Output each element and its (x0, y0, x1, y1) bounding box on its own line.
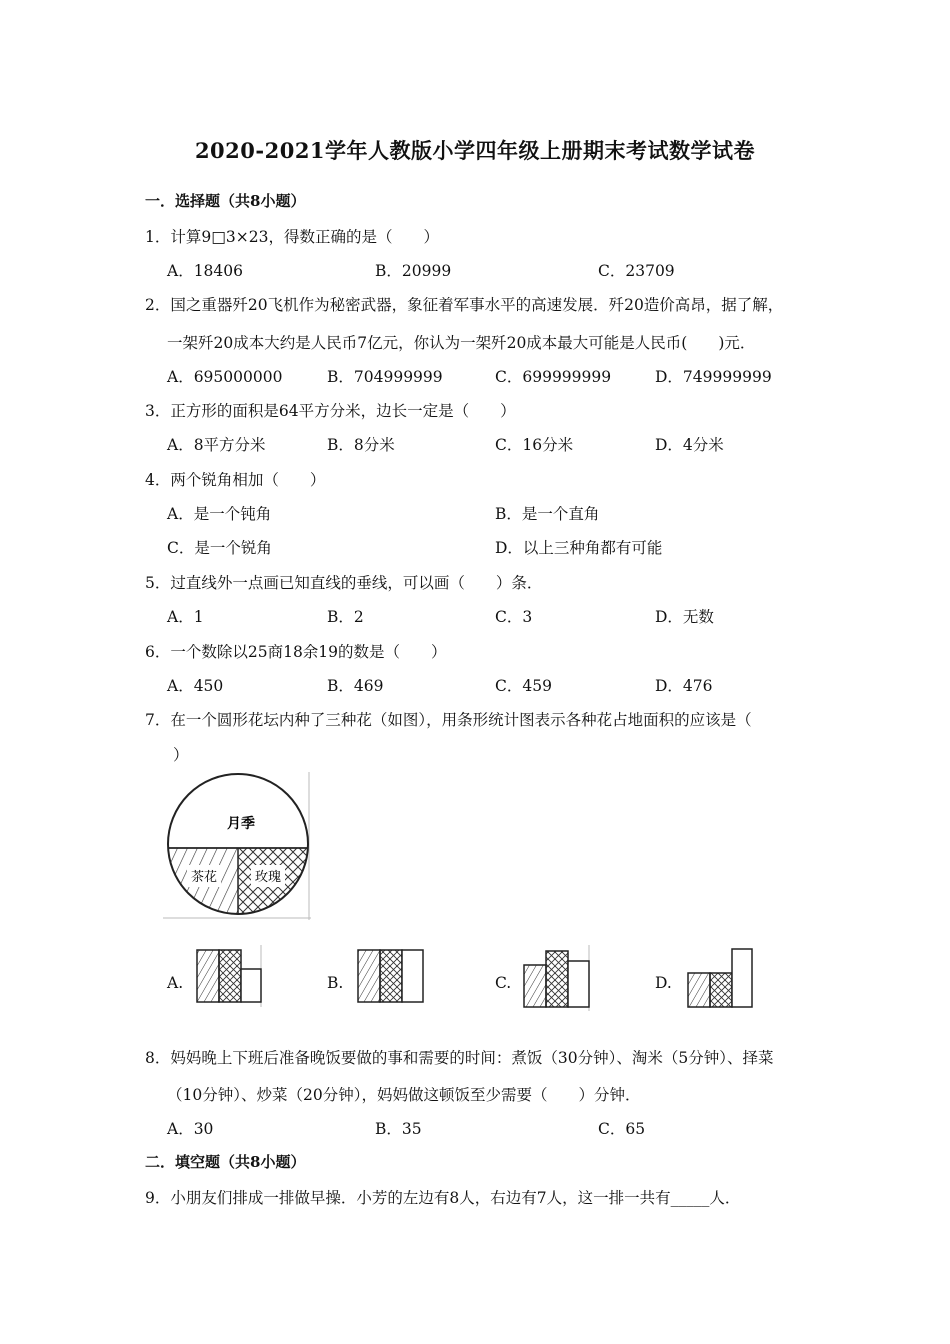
q2-option-a: A．695000000 (167, 368, 283, 386)
bar-meigui (546, 951, 568, 1007)
q1-option-c: C．23709 (598, 262, 675, 280)
q3-option-d: D．4分米 (655, 436, 724, 454)
q7-option-d-bar-chart (683, 945, 755, 1011)
q2-option-b: B．704999999 (327, 368, 443, 386)
q6-option-d: D．476 (655, 677, 713, 695)
question-6-stem: 6．一个数除以25商18余19的数是（ ） (145, 643, 447, 661)
bar-meigui (710, 973, 732, 1007)
q8-option-a: A．30 (167, 1120, 214, 1138)
bar-yueji (568, 961, 589, 1007)
question-7-stem-cont: ） (173, 746, 189, 764)
label-yueji: 月季 (227, 816, 255, 832)
label-chahua: 茶花 (190, 870, 218, 885)
question-2-stem-cont: 一架歼20成本大约是人民币7亿元，你认为一架歼20成本最大可能是人民币( )元． (167, 334, 756, 352)
q7-option-a-bar-chart (195, 945, 265, 1007)
bar-yueji (732, 949, 752, 1007)
q2-option-d: D．749999999 (655, 368, 772, 386)
bar-chahua (688, 973, 710, 1007)
bar-meigui (380, 950, 402, 1002)
q7-option-a: A. (167, 974, 184, 992)
bar-chahua (197, 950, 219, 1002)
q3-option-b: B．8分米 (327, 436, 395, 454)
q5-option-b: B．2 (327, 608, 364, 626)
q7-option-c-bar-chart (520, 945, 592, 1011)
q8-option-b: B．35 (375, 1120, 422, 1138)
question-5-stem: 5．过直线外一点画已知直线的垂线，可以画（ ）条． (145, 574, 543, 592)
q4-option-c: C．是一个锐角 (167, 539, 272, 557)
page-title: 2020-2021学年人教版小学四年级上册期末考试数学试卷 (194, 138, 756, 163)
label-meigui: 玫瑰 (254, 870, 282, 885)
q5-option-a: A．1 (167, 608, 204, 626)
question-9-stem: 9．小朋友们排成一排做早操．小芳的左边有8人，右边有7人，这一排一共有_____人． (145, 1189, 741, 1207)
q8-option-c: C．65 (598, 1120, 646, 1138)
section-heading-fill: 二．填空题（共8小题） (145, 1153, 306, 1171)
bar-meigui (219, 950, 241, 1002)
q3-option-c: C．16分米 (495, 436, 574, 454)
q7-option-c: C. (495, 974, 512, 992)
flower-bed-circle-figure (163, 772, 313, 920)
q3-option-a: A．8平方分米 (167, 436, 266, 454)
q5-option-d: D．无数 (655, 608, 714, 626)
question-3-stem: 3．正方形的面积是64平方分米，边长一定是（ ） (145, 402, 516, 420)
q7-option-b-bar-chart (355, 945, 427, 1007)
question-1-stem: 1．计算9□3×23，得数正确的是（ ） (145, 228, 439, 246)
q7-option-b: B. (327, 974, 344, 992)
q5-option-c: C．3 (495, 608, 533, 626)
question-7-stem: 7．在一个圆形花坛内种了三种花（如图），用条形统计图表示各种花占地面积的应该是（ (145, 711, 752, 729)
q6-option-c: C．459 (495, 677, 552, 695)
bar-yueji (402, 950, 423, 1002)
bar-chahua (524, 965, 546, 1007)
q2-option-c: C．699999999 (495, 368, 612, 386)
q7-option-d: D. (655, 974, 672, 992)
bar-yueji (241, 969, 261, 1002)
q4-option-d: D．以上三种角都有可能 (495, 539, 663, 557)
question-2-stem: 2．国之重器歼20飞机作为秘密武器，象征着军事水平的高速发展．歼20造价高昂，据了解， (145, 296, 784, 314)
q6-option-a: A．450 (167, 677, 224, 695)
section-heading-choice: 一．选择题（共8小题） (145, 192, 306, 210)
q4-option-a: A．是一个钝角 (167, 505, 272, 523)
question-8-stem: 8．妈妈晚上下班后准备晚饭要做的事和需要的时间：煮饭（30分钟）、淘米（5分钟）、择菜 (145, 1049, 774, 1067)
question-4-stem: 4．两个锐角相加（ ） (145, 471, 326, 489)
q1-option-b: B．20999 (375, 262, 452, 280)
q6-option-b: B．469 (327, 677, 384, 695)
question-8-stem-cont: （10分钟）、炒菜（20分钟），妈妈做这顿饭至少需要（ ）分钟． (167, 1086, 641, 1104)
q1-option-a: A．18406 (167, 262, 244, 280)
bar-chahua (358, 950, 380, 1002)
q4-option-b: B．是一个直角 (495, 505, 600, 523)
